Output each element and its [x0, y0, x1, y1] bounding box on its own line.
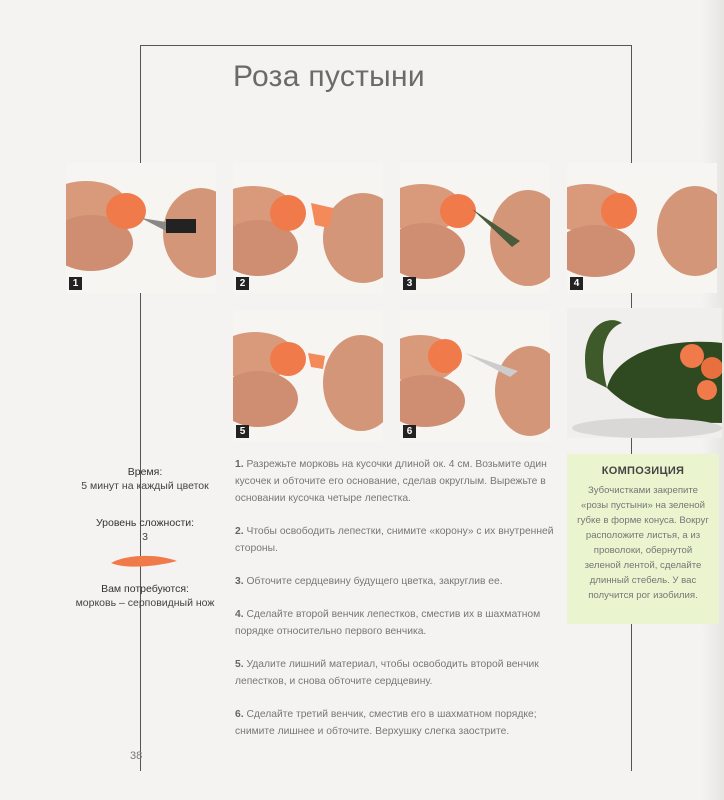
- difficulty-value: 3: [142, 531, 148, 543]
- step-number-badge: 2: [236, 277, 249, 290]
- step-number-badge: 6: [403, 425, 416, 438]
- step-number-badge: 4: [570, 277, 583, 290]
- hands-carrot-rose-knife-illustration: [400, 311, 550, 441]
- step-photo-2: [233, 163, 383, 293]
- step-number-badge: 5: [236, 425, 249, 438]
- difficulty-label: Уровень сложности:: [95, 517, 195, 529]
- needs-label: Вам потребуются:: [101, 583, 189, 595]
- needs-info: [70, 583, 220, 609]
- instruction-step: 4. Сделайте второй венчик лепестков, сместив их в шахматном порядке относительно первого венчика.: [235, 609, 541, 637]
- step-photo-5: [233, 311, 383, 441]
- instruction-step: 6. Сделайте третий венчик, сместив его в шахматном порядке; снимите лишнее и обточите. Верхушку слегка заострите.: [235, 709, 537, 737]
- instruction-step: 5. Удалите лишний материал, чтобы освободить второй венчик лепестков, и снова обточите сердцевину.: [235, 659, 539, 687]
- composition-photo: [567, 308, 722, 438]
- hands-carrot-peel-illustration: [233, 163, 383, 293]
- difficulty-info: [70, 517, 220, 543]
- needs-value: морковь – серповидный нож: [75, 597, 215, 609]
- time-value: 5 минут на каждый цветок: [81, 480, 209, 492]
- hands-carrot-rose-illustration: [233, 311, 383, 441]
- step-photo-6: [400, 311, 550, 441]
- carrot-icon: [105, 545, 185, 575]
- step-photo-3: [400, 163, 550, 293]
- composition-title: КОМПОЗИЦИЯ: [601, 465, 685, 477]
- step-number-badge: 1: [69, 277, 82, 290]
- instruction-step: 3. Обточите сердцевину будущего цветка, закруглив ее.: [235, 576, 503, 587]
- composition-text: Зубочистками закрепите «розы пустыни» на зеленой губке в форме конуса. Вокруг расположите листья, а из проволоки, обернутой зеленой лентой, сделайте длинный стебель. У вас получится рог изобилия.: [577, 485, 709, 601]
- time-info: [70, 466, 220, 492]
- step-number-badge: 3: [403, 277, 416, 290]
- instructions: [235, 456, 560, 756]
- hands-carrot-rose-illustration: [567, 163, 717, 293]
- page-number: 38: [130, 750, 143, 762]
- hands-carrot-knife-illustration: [400, 163, 550, 293]
- instruction-step: 2. Чтобы освободить лепестки, снимите «корону» с их внутренней стороны.: [235, 526, 554, 554]
- step-photo-1: [66, 163, 216, 293]
- hands-carrot-knife-illustration: [66, 163, 216, 293]
- composition-box: [567, 454, 719, 624]
- instruction-step: 1. Разрежьте морковь на кусочки длиной ок. 4 см. Возьмите один кусочек и обточите его основание, сделав округлым. Вырежьте в основании кусочка четыре лепестка.: [235, 459, 547, 504]
- page-title: Роза пустыни: [233, 60, 425, 93]
- time-label: Время:: [127, 466, 163, 478]
- rose-cornucopia-illustration: [567, 308, 722, 438]
- step-photo-4: [567, 163, 717, 293]
